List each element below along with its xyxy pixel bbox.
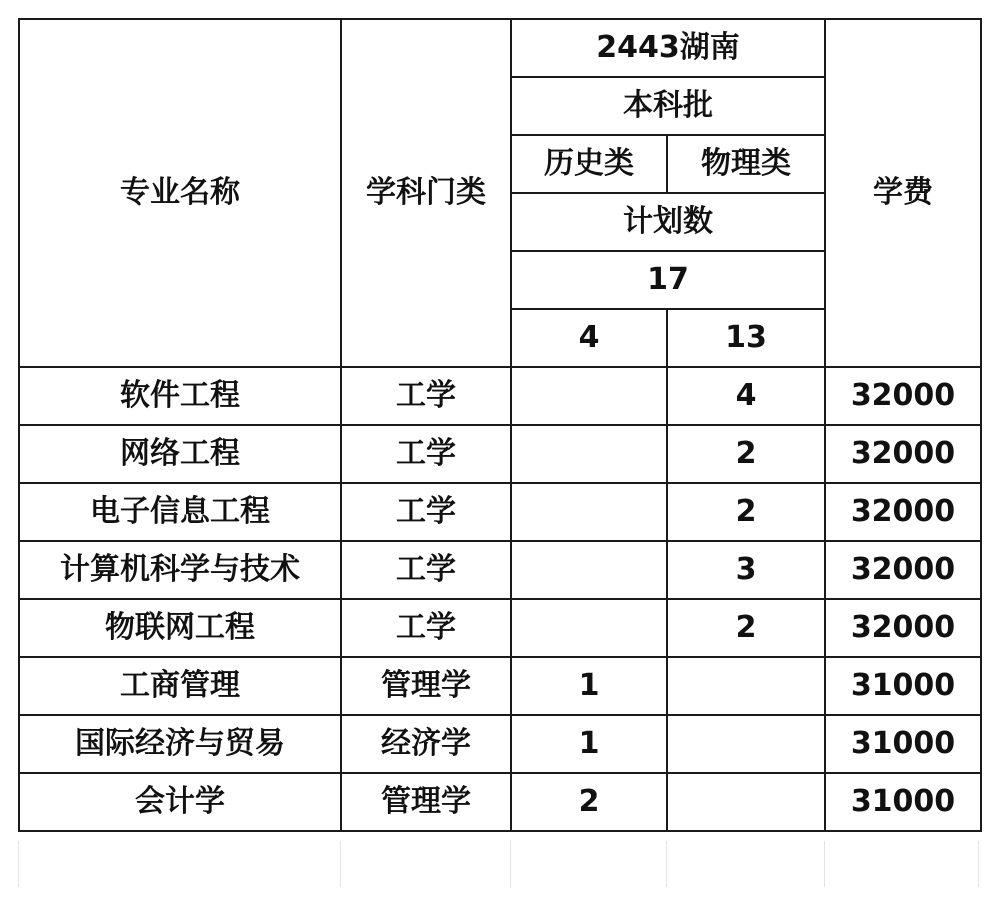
cell-category: 工学 <box>341 541 511 599</box>
header-batch: 本科批 <box>511 77 825 135</box>
cell-category: 管理学 <box>341 773 511 831</box>
cell-physics <box>667 773 825 831</box>
header-code: 2443湖南 <box>511 19 825 77</box>
cell-physics <box>667 657 825 715</box>
cell-major: 国际经济与贸易 <box>19 715 341 773</box>
cell-history <box>511 541 667 599</box>
cell-physics: 2 <box>667 483 825 541</box>
table-row <box>19 599 981 657</box>
cell-major: 网络工程 <box>19 425 341 483</box>
header-physics-total: 13 <box>667 309 825 367</box>
cell-physics: 2 <box>667 599 825 657</box>
cell-fee: 31000 <box>825 657 981 715</box>
cell-history <box>511 483 667 541</box>
cell-history: 2 <box>511 773 667 831</box>
header-physics: 物理类 <box>667 135 825 193</box>
header-history: 历史类 <box>511 135 667 193</box>
cell-history: 1 <box>511 657 667 715</box>
cell-fee: 31000 <box>825 773 981 831</box>
cell-physics: 4 <box>667 367 825 425</box>
table-row <box>19 541 981 599</box>
cell-physics: 3 <box>667 541 825 599</box>
cell-major: 计算机科学与技术 <box>19 541 341 599</box>
cell-fee: 32000 <box>825 541 981 599</box>
faint-gridlines <box>18 841 980 891</box>
cell-history <box>511 599 667 657</box>
cell-category: 工学 <box>341 367 511 425</box>
cell-major: 工商管理 <box>19 657 341 715</box>
cell-fee: 32000 <box>825 599 981 657</box>
header-category: 学科门类 <box>341 19 511 367</box>
cell-category: 工学 <box>341 599 511 657</box>
cell-category: 经济学 <box>341 715 511 773</box>
header-fee: 学费 <box>825 19 981 367</box>
table-row <box>19 715 981 773</box>
enrollment-plan-table <box>18 18 982 832</box>
cell-major: 会计学 <box>19 773 341 831</box>
cell-history: 1 <box>511 715 667 773</box>
cell-major: 电子信息工程 <box>19 483 341 541</box>
table-row <box>19 773 981 831</box>
cell-physics: 2 <box>667 425 825 483</box>
cell-fee: 31000 <box>825 715 981 773</box>
table-row <box>19 367 981 425</box>
cell-history <box>511 367 667 425</box>
header-major: 专业名称 <box>19 19 341 367</box>
header-plan-label: 计划数 <box>511 193 825 251</box>
header-history-total: 4 <box>511 309 667 367</box>
cell-physics <box>667 715 825 773</box>
table-row <box>19 425 981 483</box>
cell-fee: 32000 <box>825 367 981 425</box>
table-row <box>19 483 981 541</box>
cell-category: 工学 <box>341 425 511 483</box>
cell-major: 软件工程 <box>19 367 341 425</box>
cell-category: 工学 <box>341 483 511 541</box>
header-plan-total: 17 <box>511 251 825 309</box>
cell-fee: 32000 <box>825 483 981 541</box>
cell-category: 管理学 <box>341 657 511 715</box>
cell-history <box>511 425 667 483</box>
cell-fee: 32000 <box>825 425 981 483</box>
cell-major: 物联网工程 <box>19 599 341 657</box>
table-row <box>19 657 981 715</box>
